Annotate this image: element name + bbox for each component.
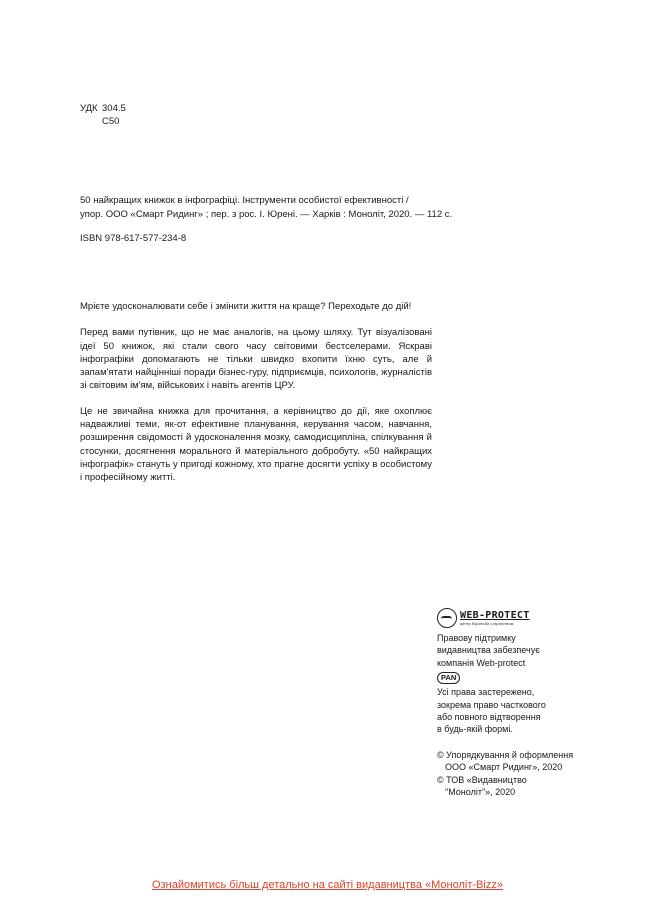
pan-badge-icon: PAN [437,672,460,684]
spacer [437,736,607,749]
copyright-text [437,749,607,799]
copyright-line: ООО «Смарт Ридинг», 2020 [445,762,563,773]
reserved-line: або повного відтворення [437,712,541,723]
annotation-paragraph-1: Перед вами путівник, що не має аналогів, на цьому шляху. Тут візуалізовані ідеї 50 книжок, які стали свого часу світовими бестселерами. Яскраві інфографіки допомагають не тільки швидко вхопити їхню суть, але й запам'ятати найцінніші поради бізнес-гуру, підприємців, психологів, журналістів зі світовим ім'ям, військових і навіть агентів ЦРУ. [80,327,432,392]
biblio-line-2: упор. ООО «Смарт Ридинг» ; пер. з рос. І. Юрені. — Харків : Моноліт, 2020. — 112 с. [80,209,453,220]
copyright-line: © ТОВ «Видавництво [437,774,527,785]
web-protect-icon [437,608,457,628]
rights-reserved-text [437,686,607,736]
web-protect-logo [437,606,607,630]
web-protect-title: WEB-PROTECT [460,610,530,621]
legal-line: Правову підтримку [437,633,516,643]
legal-support-text [437,632,607,669]
reserved-line: Усі права застережено, [437,687,535,698]
rights-block [437,606,607,798]
reserved-line: в будь-якій формі. [437,724,513,735]
publisher-site-link[interactable]: Ознайомитись більш детально на сайті видавництва «Моноліт-Bizz» [152,879,503,891]
udk-spacer [80,115,102,128]
isbn: ISBN 978-617-577-234-8 [80,233,187,244]
legal-line: видавництва забезпечує [437,645,540,656]
biblio-line-1: 50 найкращих книжок в інфографіці. Інструменти особистої ефективності / [80,195,409,206]
annotation-lead: Мрієте удосконалювати себе і змінити життя на краще? Переходьте до дій! [80,301,412,312]
bibliographic-description [80,194,460,222]
udk-block [80,102,126,128]
copyright-line: "Моноліт"», 2020 [445,787,516,798]
legal-line: компанія Web-protect [437,657,526,668]
udk-label: УДК [80,103,98,114]
reserved-line: зокрема право часткового [437,699,546,710]
udk-value: 304.5 [102,103,126,114]
annotation-paragraph-2: Це не звичайна книжка для прочитання, а керівництво до дії, яке охоплює надважливі теми, як-от ефективне планування, керування часом, навчання, розширення свідомості й удосконалення мозку, самодисципліна, спілкування й стосунки, досягнення морального й матеріального добробуту. «50 найкращих інфографік» стануть у пригоді кожному, хто прагне досягти успіху в особистому і професійному житті. [80,405,432,484]
copyright-line: © Упорядкування й оформлення [437,749,574,760]
web-protect-subtitle: центр боротьби з піратством [460,621,514,626]
annotation [80,300,432,497]
bbk-author-sign: С50 [102,116,120,127]
